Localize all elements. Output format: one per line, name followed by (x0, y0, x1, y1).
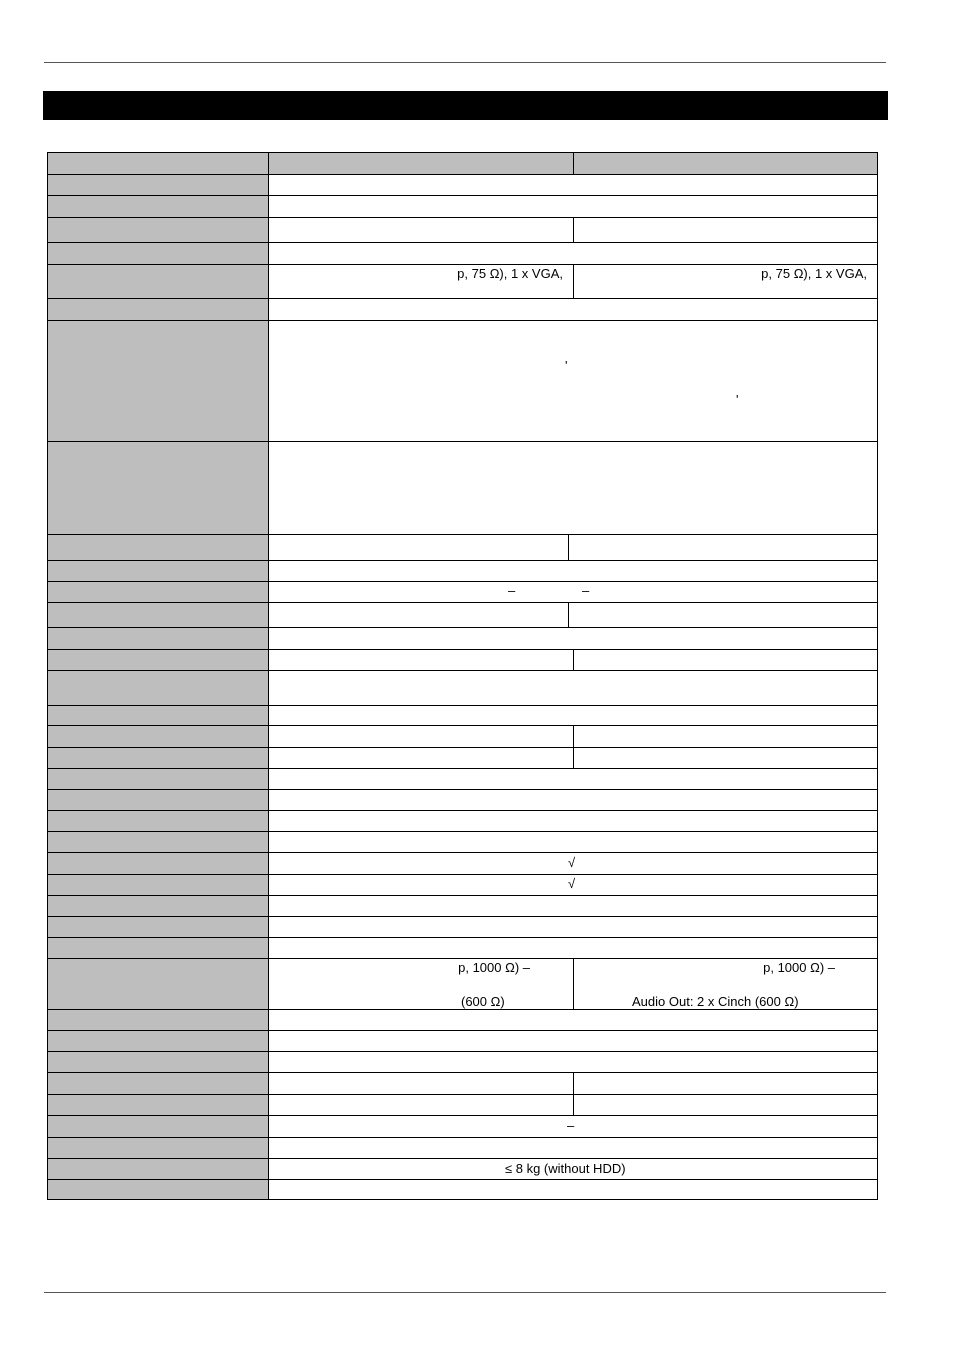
table-row-video-out (48, 264, 877, 298)
top-rule (44, 62, 886, 63)
row-value (269, 321, 877, 441)
row-label (48, 1138, 269, 1158)
row-label (48, 853, 269, 874)
table-row (48, 831, 877, 852)
row-value-right (574, 650, 877, 670)
row-label (48, 790, 269, 810)
row-label (48, 1052, 269, 1072)
row-label (48, 582, 269, 602)
row-value (269, 790, 877, 810)
mark-2: ' (736, 392, 739, 407)
row-value (269, 299, 877, 320)
row-value-left (269, 218, 574, 242)
row-label (48, 959, 269, 1009)
table-row (48, 195, 877, 217)
row-value-left (269, 748, 574, 768)
row-label (48, 1095, 269, 1115)
table-row (48, 1179, 877, 1199)
row-label (48, 561, 269, 581)
header-label-cell (48, 153, 269, 174)
row-label (48, 243, 269, 264)
row-value (269, 706, 877, 725)
row-value (269, 561, 877, 581)
row-label (48, 650, 269, 670)
row-label (48, 706, 269, 725)
row-label (48, 442, 269, 534)
row-label (48, 265, 269, 298)
dash-2: – (582, 583, 590, 598)
row-label (48, 218, 269, 242)
table-row-weight (48, 1158, 877, 1179)
row-value (269, 1010, 877, 1030)
table-row (48, 1009, 877, 1030)
row-value (269, 243, 877, 264)
row-value-left (269, 726, 574, 747)
row-value-left (269, 535, 569, 560)
row-value (269, 1116, 877, 1137)
dash-1: – (508, 583, 516, 598)
table-row-check (48, 852, 877, 874)
row-label (48, 603, 269, 627)
weight-text: ≤ 8 kg (without HDD) (505, 1161, 626, 1176)
row-value-right (574, 1095, 877, 1115)
audio-in-left-text: p, 1000 Ω) – (458, 960, 530, 975)
table-row (48, 174, 877, 195)
row-label (48, 938, 269, 958)
table-row (48, 1115, 877, 1137)
row-label (48, 769, 269, 789)
row-label (48, 896, 269, 916)
row-value (269, 175, 877, 195)
table-row (48, 895, 877, 916)
table-row (48, 768, 877, 789)
row-label (48, 628, 269, 649)
row-label (48, 875, 269, 895)
row-value (269, 811, 877, 831)
row-label (48, 1180, 269, 1199)
row-value-right (574, 218, 877, 242)
row-label (48, 321, 269, 441)
audio-out-left-text: (600 Ω) (461, 994, 505, 1009)
header-model-1-cell (269, 153, 574, 174)
row-value (269, 769, 877, 789)
table-row (48, 1094, 877, 1115)
row-value-right (574, 748, 877, 768)
row-label (48, 535, 269, 560)
row-label (48, 748, 269, 768)
check-mark: √ (568, 876, 576, 891)
row-label (48, 726, 269, 747)
row-value (269, 938, 877, 958)
table-row (48, 649, 877, 670)
row-value-right (574, 1073, 877, 1094)
row-label (48, 811, 269, 831)
title-bar (43, 91, 888, 120)
row-value-left (269, 959, 574, 1009)
row-label (48, 1073, 269, 1094)
table-row-tall (48, 441, 877, 534)
table-row (48, 916, 877, 937)
table-row (48, 217, 877, 242)
row-label (48, 175, 269, 195)
table-row (48, 298, 877, 320)
row-value (269, 853, 877, 874)
header-model-2-cell (574, 153, 877, 174)
table-row (48, 789, 877, 810)
row-label (48, 671, 269, 705)
row-label (48, 299, 269, 320)
row-value (269, 1138, 877, 1158)
table-row (48, 534, 877, 560)
check-mark: √ (568, 855, 576, 870)
table-row (48, 1072, 877, 1094)
row-value (269, 1180, 877, 1199)
row-value-right (569, 535, 877, 560)
table-row (48, 242, 877, 264)
table-row (48, 560, 877, 581)
dash-mark: – (567, 1118, 575, 1133)
row-value (269, 896, 877, 916)
table-row (48, 670, 877, 705)
row-label (48, 1031, 269, 1051)
row-label (48, 196, 269, 217)
table-row (48, 937, 877, 958)
table-row (48, 602, 877, 627)
table-row-tall (48, 320, 877, 441)
row-value (269, 671, 877, 705)
row-label (48, 1010, 269, 1030)
row-value-left (269, 265, 574, 298)
row-value (269, 875, 877, 895)
row-value (269, 1052, 877, 1072)
audio-out-right-text: Audio Out: 2 x Cinch (600 Ω) (632, 994, 799, 1009)
row-value (269, 628, 877, 649)
row-label (48, 917, 269, 937)
table-row (48, 810, 877, 831)
table-row (48, 627, 877, 649)
row-value-right (574, 959, 877, 1009)
video-out-right-text: p, 75 Ω), 1 x VGA, (761, 266, 867, 281)
row-label (48, 832, 269, 852)
row-label (48, 1159, 269, 1179)
table-row (48, 1051, 877, 1072)
row-label (48, 1116, 269, 1137)
table-row-check (48, 874, 877, 895)
video-out-left-text: p, 75 Ω), 1 x VGA, (457, 266, 563, 281)
table-header-row (48, 153, 877, 174)
table-row (48, 725, 877, 747)
row-value-right (569, 603, 877, 627)
table-row (48, 747, 877, 768)
table-row (48, 1137, 877, 1158)
row-value-left (269, 603, 569, 627)
mark-1: ' (565, 358, 568, 373)
bottom-rule (44, 1292, 886, 1293)
row-value-left (269, 650, 574, 670)
row-value-left (269, 1095, 574, 1115)
spec-table (47, 152, 878, 1200)
row-value (269, 917, 877, 937)
table-row (48, 705, 877, 725)
table-row (48, 1030, 877, 1051)
row-value-left (269, 1073, 574, 1094)
row-value (269, 196, 877, 217)
row-value (269, 582, 877, 602)
table-row-audio (48, 958, 877, 1009)
row-value-right (574, 726, 877, 747)
row-value-right (574, 265, 877, 298)
row-value (269, 1159, 877, 1179)
table-row (48, 581, 877, 602)
row-value (269, 832, 877, 852)
row-value (269, 442, 877, 534)
audio-in-right-text: p, 1000 Ω) – (763, 960, 835, 975)
row-value (269, 1031, 877, 1051)
